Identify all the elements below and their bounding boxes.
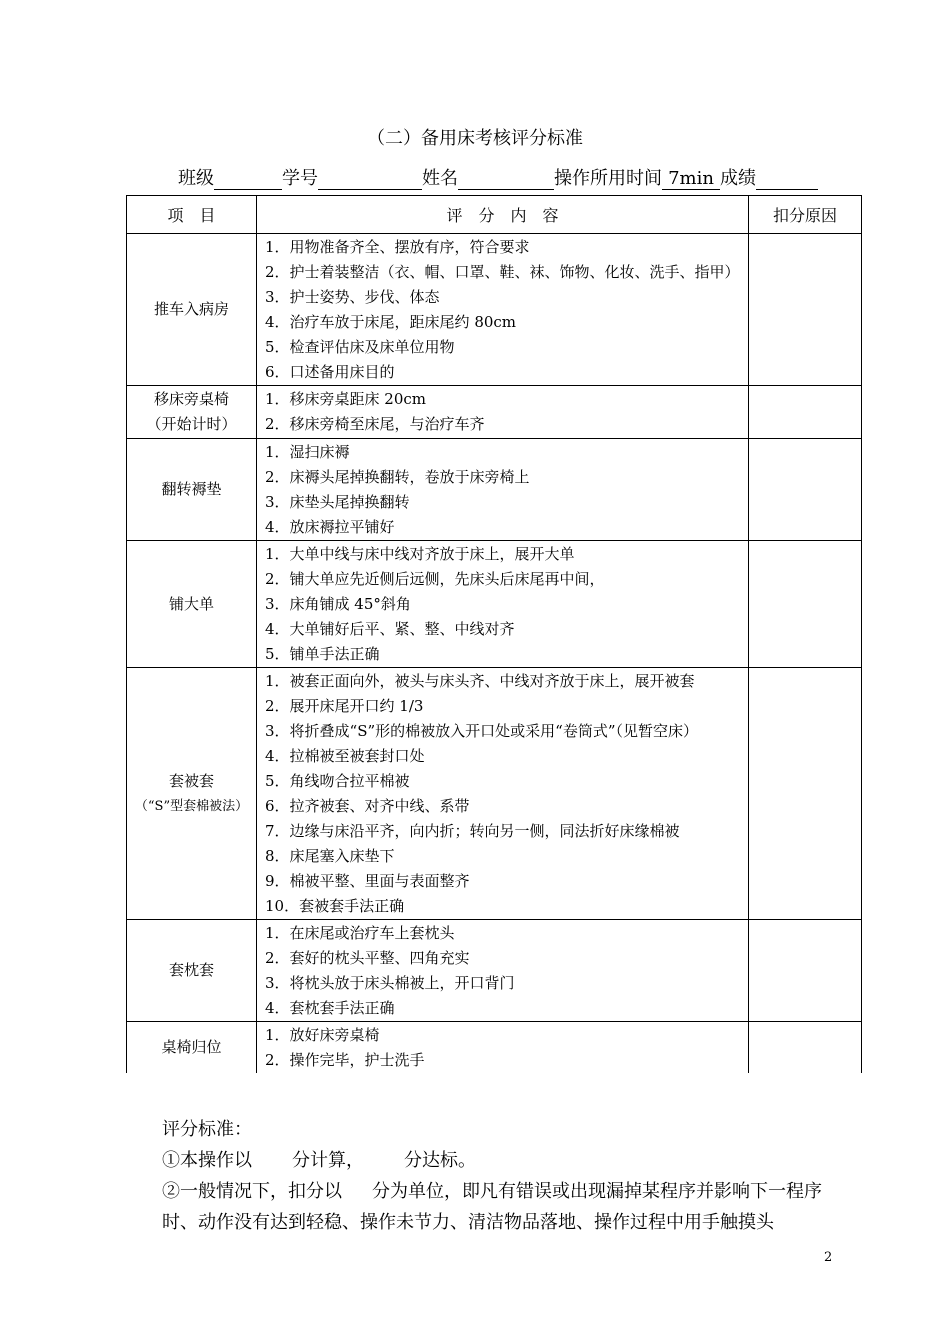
deduction-reason-cell[interactable] [749, 668, 862, 920]
row-item-subtitle: （“S”型套棉被法） [134, 798, 249, 814]
criterion-line: 4．大单铺好后平、紧、整、中线对齐 [265, 620, 515, 638]
class-label: 班级 [178, 168, 214, 189]
criterion-line: 1．放好床旁桌椅 [265, 1026, 380, 1044]
table-row [127, 920, 862, 1022]
criterion-line: 5．角线吻合拉平棉被 [265, 772, 410, 790]
criterion-line: 4．放床褥拉平铺好 [265, 518, 395, 536]
criterion-line: 3．将折叠成“S”形的棉被放入开口处或采用“卷筒式”（见暂空床） [265, 722, 698, 740]
row-item-name: 移床旁桌椅 [153, 390, 229, 408]
note-1-text-c: 分达标。 [404, 1150, 476, 1171]
note-1-text-b: 分计算， [292, 1150, 364, 1171]
scoring-table [126, 195, 862, 1073]
deduction-reason-cell[interactable] [749, 920, 862, 1022]
table-row [127, 439, 862, 541]
criterion-line: 5．检查评估床及床单位用物 [265, 338, 455, 356]
row-item-cell [127, 1022, 257, 1074]
score-label: 成绩 [720, 168, 756, 189]
criterion-line: 4．治疗车放于床尾，距床尾约 80cm [265, 313, 517, 331]
criterion-line: 10．套被套手法正确 [265, 897, 405, 915]
row-item-cell [127, 541, 257, 668]
criterion-line: 1．被套正面向外，被头与床头齐、中线对齐放于床上，展开被套 [265, 672, 695, 690]
criterion-line: 1．在床尾或治疗车上套枕头 [265, 924, 455, 942]
note-2-text-a: ②一般情况下，扣分以 [162, 1181, 342, 1202]
table-row [127, 386, 862, 439]
criterion-line: 1．大单中线与床中线对齐放于床上，展开大单 [265, 545, 575, 563]
row-item-cell [127, 668, 257, 920]
note-2 [162, 1176, 842, 1238]
class-field[interactable] [214, 168, 282, 190]
page-number: 2 [824, 1250, 833, 1265]
table-row [127, 668, 862, 920]
row-item-cell [127, 234, 257, 386]
criterion-line: 4．套枕套手法正确 [265, 999, 395, 1017]
criterion-line: 3．床角铺成 45°斜角 [265, 595, 411, 613]
criterion-line: 2．操作完毕，护士洗手 [265, 1051, 425, 1069]
score-field[interactable] [756, 168, 818, 190]
criterion-line: 7．边缘与床沿平齐，向内折；转向另一侧，同法折好床缘棉被 [265, 822, 680, 840]
row-item-name: 套枕套 [168, 961, 214, 979]
criterion-line: 2．移床旁椅至床尾，与治疗车齐 [265, 415, 485, 433]
header-item: 项 目 [127, 196, 257, 234]
criterion-line: 2．床褥头尾掉换翻转，卷放于床旁椅上 [265, 468, 530, 486]
row-item-name: 套被套 [168, 771, 214, 790]
criterion-line: 4．拉棉被至被套封口处 [265, 747, 425, 765]
row-content-cell [257, 386, 749, 439]
criterion-line: 5．铺单手法正确 [265, 645, 380, 663]
criterion-line: 2．铺大单应先近侧后远侧，先床头后床尾再中间， [265, 570, 605, 588]
criterion-line: 3．床垫头尾掉换翻转 [265, 493, 410, 511]
notes-heading: 评分标准： [162, 1119, 252, 1140]
row-item-cell [127, 439, 257, 541]
name-label: 姓名 [422, 168, 458, 189]
criterion-line: 3．将枕头放于床头棉被上，开口背门 [265, 974, 515, 992]
deduction-reason-cell[interactable] [749, 541, 862, 668]
row-content-cell [257, 234, 749, 386]
row-content-cell [257, 920, 749, 1022]
criterion-line: 1．移床旁桌距床 20cm [265, 390, 427, 408]
row-item-cell [127, 920, 257, 1022]
deduction-reason-cell[interactable] [749, 439, 862, 541]
header-content: 评 分 内 容 [257, 196, 749, 234]
deduction-reason-cell[interactable] [749, 386, 862, 439]
row-content-cell [257, 541, 749, 668]
scoring-notes [162, 1114, 842, 1238]
criterion-line: 2．套好的枕头平整、四角充实 [265, 949, 470, 967]
criterion-line: 6．拉齐被套、对齐中线、系带 [265, 797, 470, 815]
criterion-line: 2．护士着装整洁（衣、帽、口罩、鞋、袜、饰物、化妆、洗手、指甲） [265, 263, 740, 281]
header-deduction-reason: 扣分原因 [749, 196, 862, 234]
time-field[interactable]: 7min [662, 168, 720, 190]
note-1 [162, 1145, 842, 1176]
row-item-name: 翻转褥垫 [161, 480, 222, 498]
note-2-text-b: 分为单位，即凡有错误或出现漏掉某程序并影响下一程序时、动作没有达到轻稳、操作未节力、清洁物品落地、操作过程中用手触摸头 [162, 1181, 822, 1233]
row-item-name: 桌椅归位 [161, 1038, 222, 1056]
row-content-cell [257, 668, 749, 920]
criterion-line: 3．护士姿势、步伐、体态 [265, 288, 440, 306]
table-header-row [127, 196, 862, 234]
criterion-line: 9．棉被平整、里面与表面整齐 [265, 872, 470, 890]
student-info-line [178, 164, 818, 190]
row-content-cell [257, 1022, 749, 1074]
row-item-name: 推车入病房 [153, 300, 229, 318]
criterion-line: 6．口述备用床目的 [265, 363, 395, 381]
student-id-field[interactable] [318, 168, 422, 190]
deduction-reason-cell[interactable] [749, 234, 862, 386]
table-row [127, 541, 862, 668]
row-item-subtitle: （开始计时） [146, 415, 237, 433]
name-field[interactable] [458, 168, 554, 190]
criterion-line: 2．展开床尾开口约 1/3 [265, 697, 424, 715]
note-1-text-a: ①本操作以 [162, 1150, 252, 1171]
table-row [127, 1022, 862, 1074]
row-item-name: 铺大单 [168, 594, 214, 613]
page-title: （二）备用床考核评分标准 [367, 128, 583, 149]
criterion-line: 1．用物准备齐全、摆放有序，符合要求 [265, 238, 530, 256]
criterion-line: 1．湿扫床褥 [265, 443, 350, 461]
row-content-cell [257, 439, 749, 541]
student-id-label: 学号 [282, 168, 318, 189]
deduction-reason-cell[interactable] [749, 1022, 862, 1074]
row-item-cell [127, 386, 257, 439]
time-label: 操作所用时间 [554, 168, 662, 189]
table-body [127, 234, 862, 1074]
table-row [127, 234, 862, 386]
criterion-line: 8．床尾塞入床垫下 [265, 847, 395, 865]
